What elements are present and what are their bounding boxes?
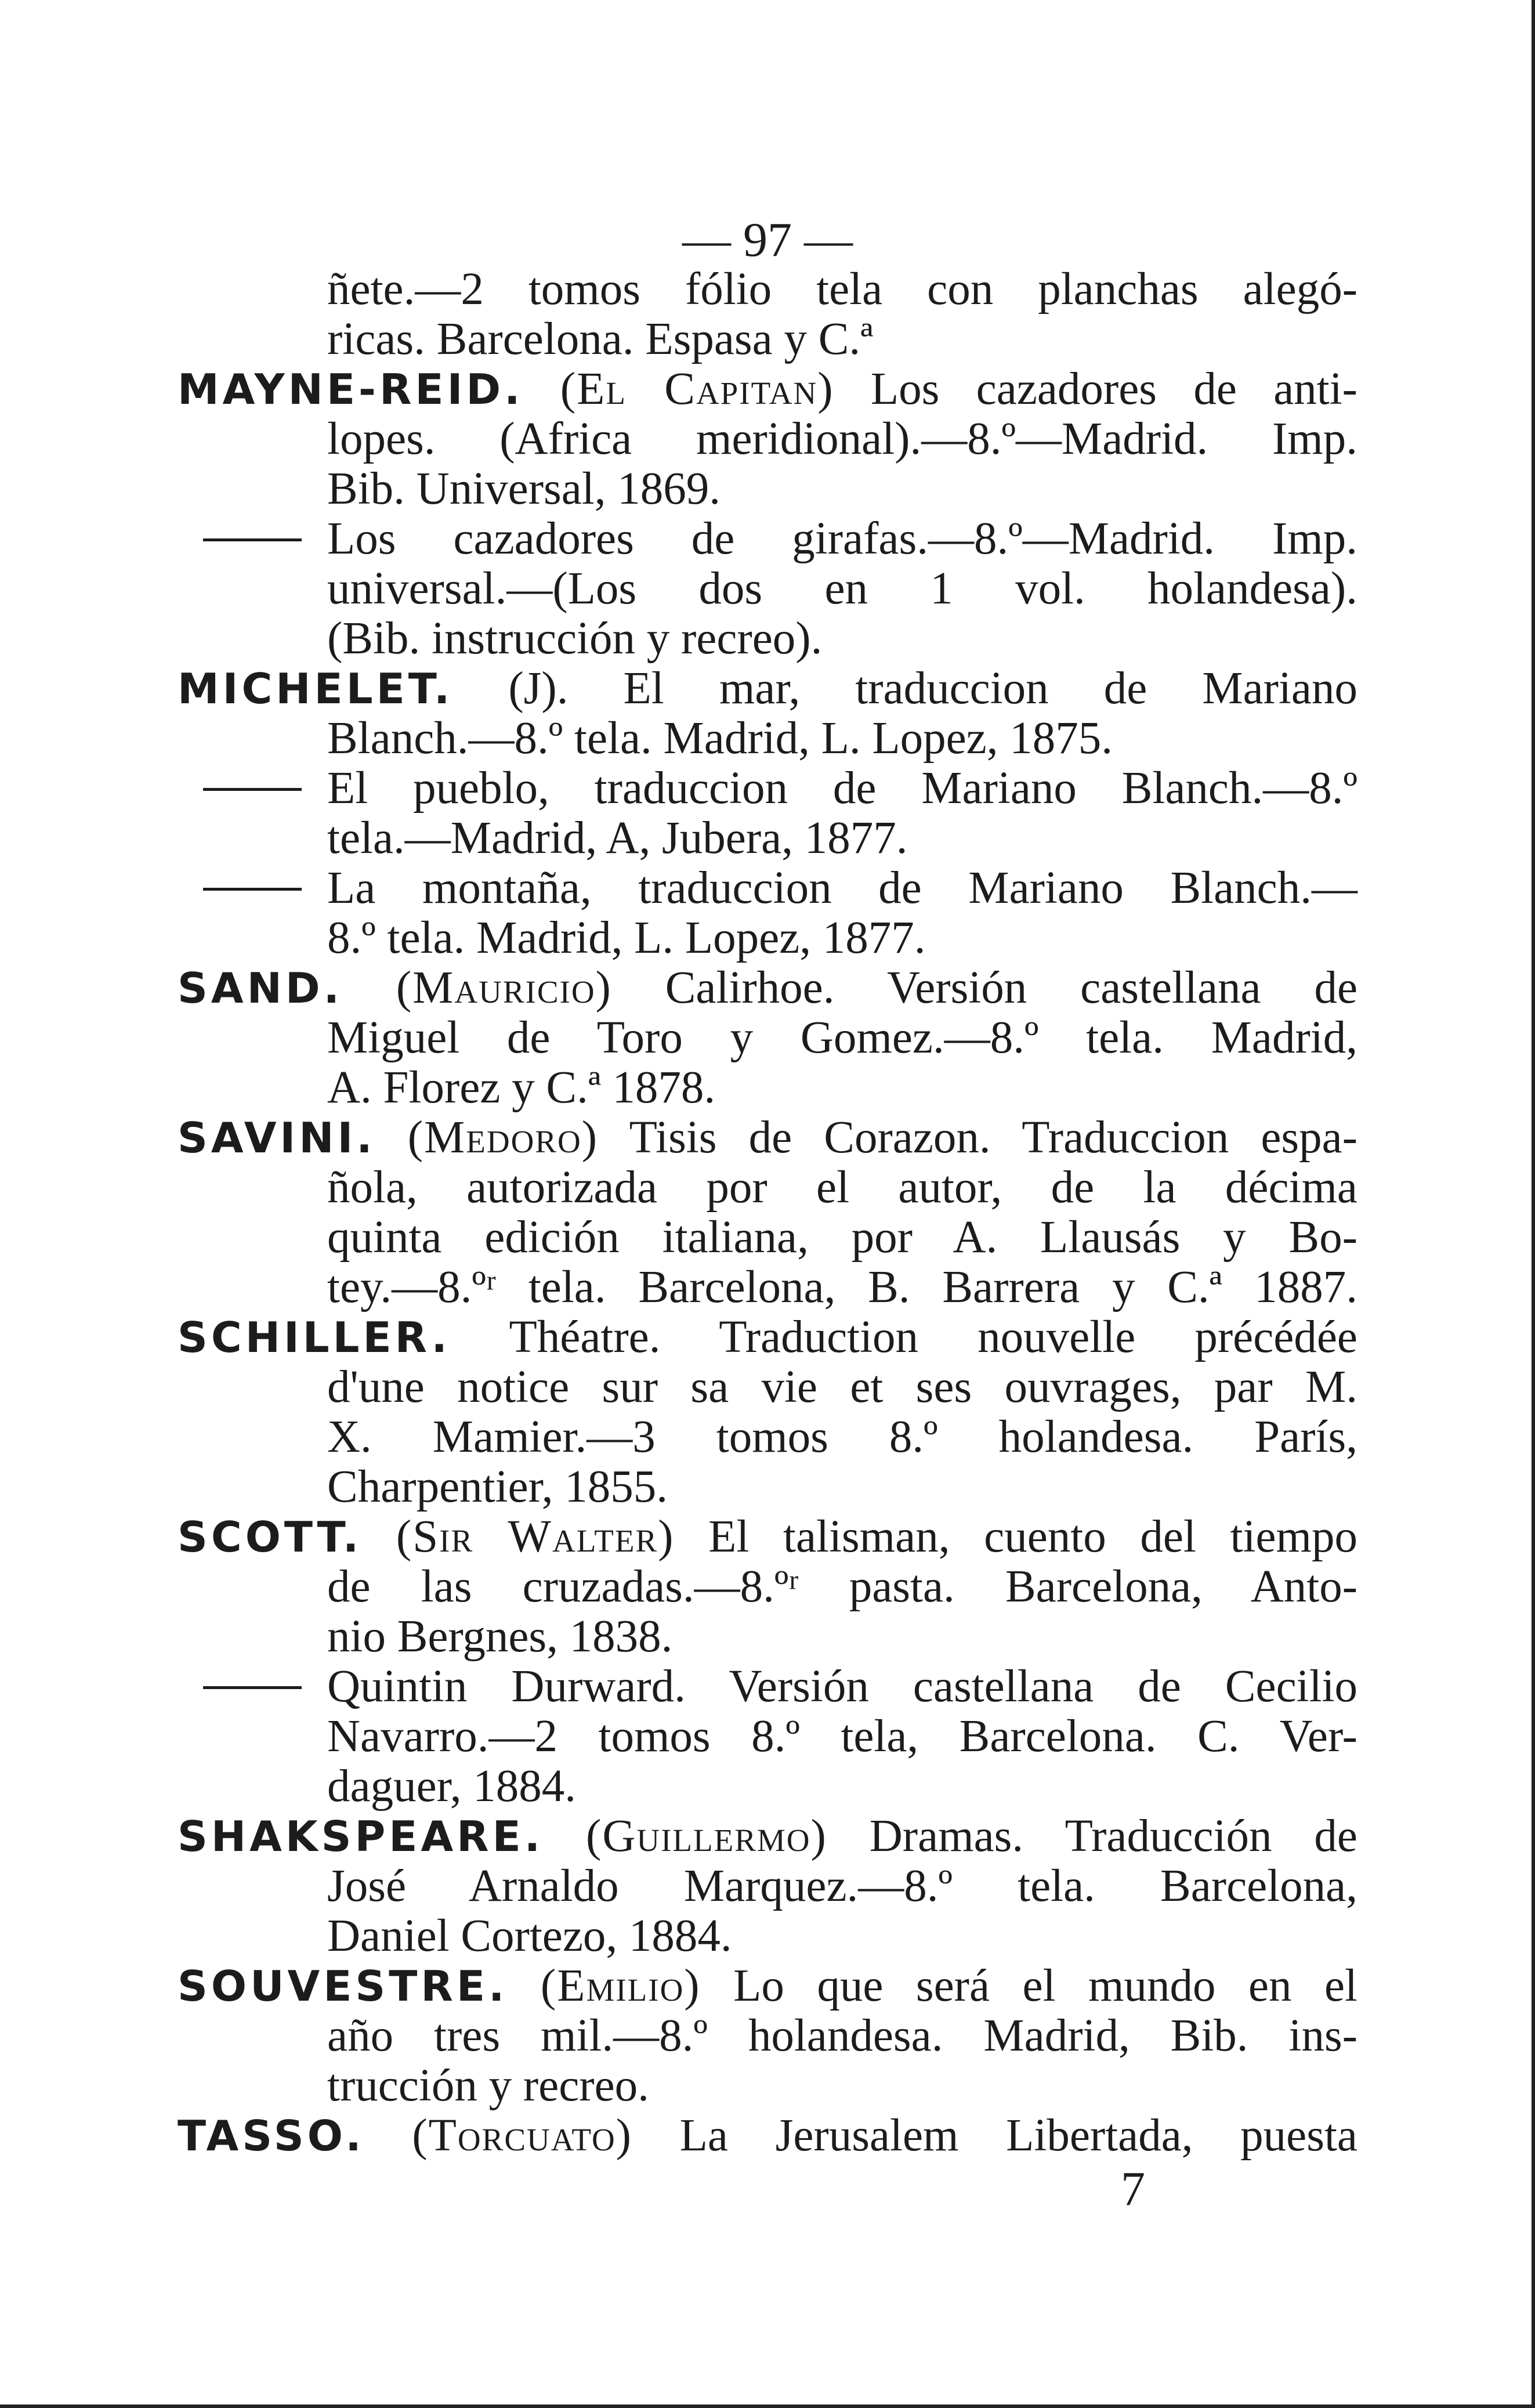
author-forename: (Medoro) [407,1112,599,1163]
signature-mark: 7 [1121,2162,1145,2216]
entry-line: de las cruzadas.—8.ºʳ pasta. Barcelona, Anto- [327,1561,1357,1612]
entry-heading-schiller: SCHILLER. Théatre. Traduction nouvelle précédée [178,1312,1357,1362]
author-name: SOUVESTRE. [178,1962,508,2011]
entry-line: La montaña, traduccion de Mariano Blanch.— [327,863,1357,913]
author-forename: (Sir Walter) [396,1512,675,1562]
author-name: MAYNE-REID. [178,365,524,414]
entry-heading-tasso: TASSO. (Torcuato) La Jerusalem Libertada, puesta [178,2110,1358,2161]
entry-line: Quintin Durward. Versión castellana de Cecilio [327,1661,1357,1712]
entry-line: A. Florez y C.ª 1878. [327,1062,716,1113]
author-name: TASSO. [178,2111,365,2160]
entry-line: José Arnaldo Marquez.—8.º tela. Barcelona, [327,1861,1357,1911]
entry-line: Navarro.—2 tomos 8.º tela, Barcelona. C. Ver- [327,1711,1357,1762]
entry-line: tela.—Madrid, A, Jubera, 1877. [327,813,908,863]
entry-line: Blanch.—8.º tela. Madrid, L. Lopez, 1875. [327,713,1113,764]
entry-line: (Bib. instrucción y recreo). [327,613,823,664]
entry-line: nio Bergnes, 1838. [327,1611,673,1662]
ditto-dash [203,1686,302,1689]
entry-line: Miguel de Toro y Gomez.—8.º tela. Madrid, [327,1013,1357,1063]
author-name: SHAKSPEARE. [178,1812,544,1861]
ditto-dash [203,788,302,791]
entry-line: d'une notice sur sa vie et ses ouvrages, par M. [327,1362,1357,1412]
author-name: SAND. [178,964,343,1013]
entry-heading-shakspeare: SHAKSPEARE. (Guillermo) Dramas. Traducción de [178,1811,1357,1861]
entry-heading-souvestre: SOUVESTRE. (Emilio) Lo que será el mundo en el [178,1961,1357,2011]
entry-line: Daniel Cortezo, 1884. [327,1911,732,1961]
entry-line: Bib. Universal, 1869. [327,464,721,514]
author-forename: (Mauricio) [396,963,612,1013]
entry-line: tey.—8.ºʳ tela. Barcelona, B. Barrera y C.ª 1887. [327,1262,1357,1313]
entry-heading-michelet: MICHELET. (J). El mar, traduccion de Mariano [178,663,1357,714]
entry-heading-scott: SCOTT. (Sir Walter) El talisman, cuento del tiempo [178,1512,1358,1562]
ditto-dash [203,538,302,541]
entry-line: lopes. (Africa meridional).—8.º—Madrid. Imp. [327,414,1357,464]
entry-line: El pueblo, traduccion de Mariano Blanch.—8.º [327,763,1357,813]
ditto-dash [203,888,302,891]
author-name: SCOTT. [178,1513,363,1561]
author-forename: (El Capitan) [560,364,834,414]
entry-line: quinta edición italiana, por A. Llausás y Bo- [327,1212,1357,1263]
author-name: MICHELET. [178,664,454,713]
entry-line: daguer, 1884. [327,1761,577,1812]
entry-line: trucción y recreo. [327,2060,649,2111]
entry-heading-savini: SAVINI. (Medoro) Tisis de Corazon. Traduccion espa- [178,1112,1358,1163]
entry-line: 8.º tela. Madrid, L. Lopez, 1877. [327,913,926,963]
author-name: SCHILLER. [178,1313,451,1362]
author-forename: (Emilio) [540,1961,701,2011]
author-name: SAVINI. [178,1113,376,1162]
entry-line: ricas. Barcelona. Espasa y C.ª [327,314,873,364]
entry-heading-sand: SAND. (Mauricio) Calirhoe. Versión castellana de [178,963,1358,1013]
author-forename: (Guillermo) [586,1811,827,1861]
entry-line: ñete.—2 tomos fólio tela con planchas alegó- [327,264,1357,314]
author-forename: (Torcuato) [412,2110,632,2161]
entry-line: universal.—(Los dos en 1 vol. holandesa). [327,563,1357,614]
entry-heading-mayne-reid: MAYNE-REID. (El Capitan) Los cazadores de anti- [178,364,1357,414]
entry-line: X. Mamier.—3 tomos 8.º holandesa. París, [327,1412,1357,1462]
entry-line: ñola, autorizada por el autor, de la décima [327,1162,1357,1213]
page-number: — 97 — [682,213,853,267]
entry-line: Los cazadores de girafas.—8.º—Madrid. Imp. [327,514,1357,564]
entry-line: año tres mil.—8.º holandesa. Madrid, Bib. ins- [327,2011,1357,2061]
entry-line: Charpentier, 1855. [327,1462,668,1512]
